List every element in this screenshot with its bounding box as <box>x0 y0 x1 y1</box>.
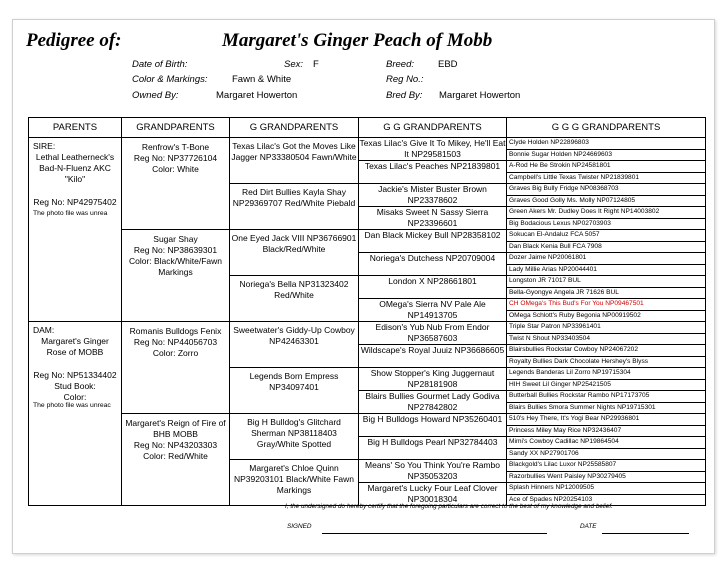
gg-grandparent-cell: Wildscape's Royal Juuiz NP36686605 <box>359 345 507 368</box>
ggg-grandparent-cell: Graves Good Golly Ms. Molly NP07124805 <box>507 195 706 207</box>
ggg-grandparent-cell: Clyde Holden NP22896803 <box>507 138 706 150</box>
ggg-grandparent-cell: Campbell's Little Texas Twister NP21839801 <box>507 172 706 184</box>
gg-grandparent-cell: Texas Lilac's Peaches NP21839801 <box>359 161 507 184</box>
certification-text: I, the undersigned do hereby certify that the foregoing particulars are correct to the best of my knowledge and belief. <box>285 503 613 510</box>
ggg-grandparent-cell: A-Rod He Be Strokin NP24581801 <box>507 161 706 173</box>
ggg-grandparent-cell: Blackgold's Lilac Luxor NP25585807 <box>507 460 706 472</box>
gg-grandparent-cell: Edison's Yub Nub From Endor NP36587603 <box>359 322 507 345</box>
sex-label: Sex: <box>284 59 304 70</box>
gg-grandparent-cell: Big H Bulldogs Pearl NP32784403 <box>359 437 507 460</box>
ggg-grandparent-cell: OMega Schlott's Ruby Begonia NP00919502 <box>507 310 706 322</box>
ggg-grandparent-cell: 510's Hey There, It's Yogi Bear NP29936801 <box>507 414 706 426</box>
column-header: GRANDPARENTS <box>122 118 230 138</box>
ggg-grandparent-cell: Twist N Shout NP33403504 <box>507 333 706 345</box>
ggg-grandparent-cell: Royalty Bullies Dark Chocolate Hershey's Blyss <box>507 356 706 368</box>
g-grandparent-cell: Legends Born Empress NP34097401 <box>230 368 359 414</box>
ggg-grandparent-cell: Legends Banderas Lil Zorro NP19715304 <box>507 368 706 380</box>
grandparent-cell: Romanis Bulldogs Fenix Reg No: NP44056703 Color: Zorro <box>122 322 230 414</box>
gg-grandparent-cell: London X NP28661801 <box>359 276 507 299</box>
ggg-grandparent-cell: Ace of Spades NP20254103 <box>507 494 706 506</box>
pedigree-table <box>28 117 706 506</box>
gg-grandparent-cell: Blairs Bullies Gourmet Lady Godiva NP27842802 <box>359 391 507 414</box>
column-header: G G G GRANDPARENTS <box>507 118 706 138</box>
ggg-grandparent-cell: Blairsbullies Rockstar Cowboy NP24067202 <box>507 345 706 357</box>
grandparent-cell: Renfrow's T-Bone Reg No: NP37726104 Color: White <box>122 138 230 230</box>
gg-grandparent-cell: Jackie's Mister Buster Brown NP23378602 <box>359 184 507 207</box>
owned-label: Owned By: <box>132 90 179 101</box>
ggg-grandparent-cell: Dozer Jaime NP20061801 <box>507 253 706 265</box>
dog-name-title: Margaret's Ginger Peach of Mobb <box>222 30 493 51</box>
ggg-grandparent-cell: Sokucan El-Andaluz FCA 5057 <box>507 230 706 242</box>
gg-grandparent-cell: Means' So You Think You're Rambo NP35053203 <box>359 460 507 483</box>
dam-stud-book: Stud Book: <box>54 381 96 391</box>
ggg-grandparent-cell: Longston JR 71017 BUL <box>507 276 706 288</box>
color-value: Fawn & White <box>232 74 292 85</box>
dam-reg: Reg No: NP51334402 <box>33 370 117 380</box>
date-label: DATE <box>580 523 597 530</box>
gg-grandparent-cell: Dan Black Mickey Bull NP28358102 <box>359 230 507 253</box>
g-grandparent-cell: Noriega's Bella NP31323402 Red/White <box>230 276 359 322</box>
ggg-grandparent-cell: HIH Sweet Lil Ginger NP25421505 <box>507 379 706 391</box>
breed-label: Breed: <box>386 59 414 70</box>
ggg-grandparent-cell: Bella-Gyongye Angela JR 71626 BUL <box>507 287 706 299</box>
dam-name: Margaret's Ginger Rose of MOBB <box>41 336 109 357</box>
sire-name: Lethal Leatherneck's Bad-N-Fluenz AKC "Kilo" <box>35 152 115 184</box>
ggg-grandparent-cell: Bonnie Sugar Holden NP24669603 <box>507 149 706 161</box>
dob-label: Date of Birth: <box>132 59 188 70</box>
ggg-grandparent-cell: Mimi's Cowboy Cadillac NP19864504 <box>507 437 706 449</box>
signature-line[interactable] <box>322 533 547 534</box>
bred-value: Margaret Howerton <box>439 90 521 101</box>
column-header: PARENTS <box>29 118 122 138</box>
grandparent-cell: Margaret's Reign of Fire of BHB MOBB Reg No: NP43203303 Color: Red/White <box>122 414 230 506</box>
breed-value: EBD <box>438 59 458 70</box>
g-grandparent-cell: Margaret's Chloe Quinn NP39203101 Black/White Fawn Markings <box>230 460 359 506</box>
gg-grandparent-cell: Margaret's Lucky Four Leaf Clover NP30018304 <box>359 483 507 506</box>
column-header: G GRANDPARENTS <box>230 118 359 138</box>
column-header-row <box>29 118 706 138</box>
signed-label: SIGNED <box>287 523 312 530</box>
date-line[interactable] <box>602 533 689 534</box>
ggg-grandparent-cell: Big Bodacious Lexus NP02703903 <box>507 218 706 230</box>
pedigree-of-label: Pedigree of: <box>26 30 122 51</box>
sire-label: SIRE: <box>33 141 56 151</box>
gg-grandparent-cell: Noriega's Dutchess NP20709004 <box>359 253 507 276</box>
gg-grandparent-cell: Texas Lilac's Give It To Mikey, He'll Eat It NP29581503 <box>359 138 506 159</box>
sex-value: F <box>313 59 319 70</box>
gg-grandparent-cell: Misaks Sweet N Sassy Sierra NP23396601 <box>359 207 507 230</box>
reg-label: Reg No.: <box>386 74 424 85</box>
gg-grandparent-cell: OMega's Sierra NV Pale Ale NP14913705 <box>359 299 507 322</box>
color-label: Color & Markings: <box>132 74 208 85</box>
g-grandparent-cell: Sweetwater's Giddy-Up Cowboy NP42463301 <box>230 322 359 368</box>
ggg-grandparent-cell: Blairs Bullies Smora Summer Nights NP19715301 <box>507 402 706 414</box>
dam-color: Color: <box>63 392 87 402</box>
ggg-grandparent-cell: Butterball Bullies Rockstar Rambo NP17173705 <box>507 391 706 403</box>
ggg-grandparent-cell: Green Akers Mr. Dudley Does It Right NP14003802 <box>507 207 706 219</box>
ggg-grandparent-cell: Razorbullies Went Paisley NP30279405 <box>507 471 706 483</box>
g-grandparent-cell: Texas Lilac's Got the Moves Like Jagger NP33380504 Fawn/White <box>230 138 359 184</box>
gg-grandparent-cell: Show Stopper's King Juggernaut NP28181908 <box>359 368 507 391</box>
ggg-grandparent-cell: Graves Big Bully Fridge NP08368703 <box>507 184 706 196</box>
column-header: G G GRANDPARENTS <box>359 118 507 138</box>
dam-cell <box>29 322 122 506</box>
owned-value: Margaret Howerton <box>216 90 298 101</box>
dam-photo-note: The photo file was unreac <box>33 402 111 409</box>
g-grandparent-cell: Big H Bulldog's Glitchard Sherman NP38118403 Gray/White Spotted <box>230 414 359 460</box>
sire-reg: Reg No: NP42975402 <box>33 197 117 207</box>
ggg-grandparent-cell: Splash Hinners NP12009505 <box>507 483 706 495</box>
sire-photo-note: The photo file was unrea <box>33 210 108 217</box>
ggg-grandparent-cell: Sandy XX NP27901706 <box>507 448 706 460</box>
g-grandparent-cell: One Eyed Jack VIII NP36766901 Black/Red/White <box>230 230 359 276</box>
sire-cell <box>29 138 122 322</box>
ggg-grandparent-cell: Lady Millie Arias NP20044401 <box>507 264 706 276</box>
dam-label: DAM: <box>33 325 55 335</box>
gg-grandparent-cell: Big H Bulldogs Howard NP35260401 <box>359 414 507 437</box>
ggg-grandparent-cell: Dan Black Kenia Bull FCA 7908 <box>507 241 706 253</box>
ggg-grandparent-cell: Princess Miley May Rice NP32436407 <box>507 425 706 437</box>
ggg-grandparent-cell: Triple Star Patron NP33961401 <box>507 322 706 334</box>
ggg-grandparent-cell-champion: CH OMega's This Bud's For You NP09467501 <box>507 299 706 311</box>
grandparent-cell: Sugar Shay Reg No: NP38639301 Color: Black/White/Fawn Markings <box>122 230 230 322</box>
g-grandparent-cell: Red Dirt Bullies Kayla Shay NP29369707 Red/White Piebald <box>230 184 359 230</box>
bred-label: Bred By: <box>386 90 423 101</box>
